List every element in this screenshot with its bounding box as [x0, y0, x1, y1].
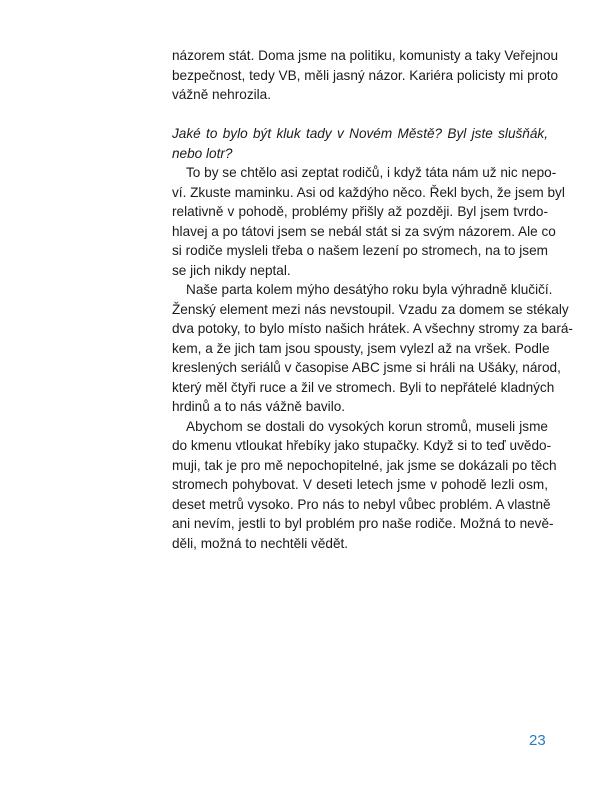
text-line: kem, a že jich tam jsou spousty, jsem vylezl až na vršek. Podle — [172, 340, 550, 356]
text-line: To by se chtělo asi zeptat rodičů, i když táta nám už nic nepo- — [186, 165, 557, 180]
text-line: děli, možná to nechtěli vědět. — [172, 535, 349, 551]
text-line: ví. Zkuste maminku. Asi od každýho něco. Řekl bych, že jsem byl — [172, 184, 565, 200]
text-line: ani nevím, jestli to byl problém pro naše rodiče. Možná to nevě- — [172, 516, 554, 531]
text-line: dva potoky, to bylo místo našich hrátek. A všechny stromy za bará- — [172, 321, 573, 336]
text-line: vážně nehrozila. — [172, 87, 271, 102]
question-line: Jaké to bylo být kluk tady v Novém Městě? Byl jste slušňák, — [172, 126, 548, 141]
text-line: si rodiče mysleli třeba o našem lezení po stromech, na to jsem — [172, 243, 548, 258]
answer-paragraph-2 — [172, 280, 573, 417]
text-line: názorem stát. Doma jsme na politiku, komunisty a taky Veřejnou — [172, 48, 559, 63]
text-line: se jich nikdy neptal. — [172, 262, 291, 278]
answer-paragraph-3 — [172, 417, 557, 554]
text-line: deset metrů vysoko. Pro nás to nebyl vůbec problém. A vlastně — [172, 496, 551, 512]
text-line: který měl čtyři ruce a žil ve stromech. Byli to nepřátelé kladných — [172, 379, 555, 395]
text-line: kreslených seriálů v časopise ABC jsme si hráli na Ušáky, národ, — [172, 360, 561, 375]
opening-paragraph — [172, 46, 559, 105]
text-line: Ženský element mezi nás nevstoupil. Vzadu za domem se stékaly — [172, 301, 569, 317]
text-line: bezpečnost, tedy VB, měli jasný názor. Kariéra policisty mi proto — [172, 67, 559, 83]
answer-paragraph-1 — [172, 163, 565, 280]
text-line: Abychom se dostali do vysokých korun stromů, museli jsme — [186, 418, 548, 434]
interview-question — [172, 124, 548, 163]
paragraph-gap — [172, 105, 548, 125]
text-line: hlavej a po tátovi jsem se nebál stát si za svým názorem. Ale co — [172, 223, 556, 239]
text-line: hrdinů a to nás vážně bavilo. — [172, 399, 346, 414]
text-line: do kmenu vtloukat hřebíky jako stupačky. Když si to teď uvědo- — [172, 438, 552, 453]
page-number: 23 — [529, 732, 546, 749]
question-line: nebo lotr? — [172, 145, 233, 161]
text-column — [172, 46, 573, 553]
text-line: Naše parta kolem mýho desátýho roku byla výhradně klučičí. — [186, 282, 553, 297]
text-line: muji, tak je pro mě nepochopitelné, jak jsme se dokázali po těch — [172, 457, 557, 473]
text-line: stromech pohybovat. V deseti letech jsme v pohodě lezli osm, — [172, 477, 548, 492]
text-line: relativně v pohodě, problémy přišly až později. Byl jsem tvrdo- — [172, 204, 548, 219]
